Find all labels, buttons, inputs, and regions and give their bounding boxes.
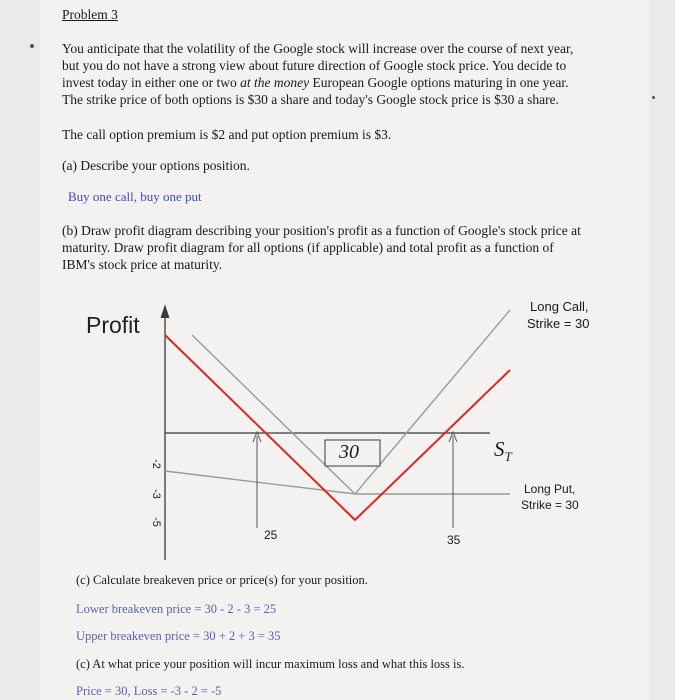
intro-line-2: but you do not have a strong view about future direction of Google stock price. You decide to bbox=[62, 58, 567, 73]
y-tick-minus-2: -2 bbox=[149, 459, 162, 469]
part-d-answer: Price = 30, Loss = -3 - 2 = -5 bbox=[76, 684, 222, 698]
part-b-line-3: IBM's stock price at maturity. bbox=[62, 257, 223, 272]
call-legend-line-1: Long Call, bbox=[530, 299, 589, 314]
part-b-line-1: (b) Draw profit diagram describing your position's profit as a function of Google's stock price at bbox=[62, 223, 581, 238]
part-a-answer: Buy one call, buy one put bbox=[68, 189, 202, 204]
call-legend-line-2: Strike = 30 bbox=[527, 316, 590, 331]
intro-line-1: You anticipate that the volatility of the Google stock will increase over the course of next year, bbox=[62, 41, 574, 56]
y-axis-label: Profit bbox=[86, 312, 140, 338]
premium-line: The call option premium is $2 and put option premium is $3. bbox=[62, 127, 392, 142]
part-b-line-2: maturity. Draw profit diagram for all options (if applicable) and total profit as a function of bbox=[62, 240, 554, 255]
x-tick-25: 25 bbox=[264, 528, 278, 542]
y-tick-minus-5: -5 bbox=[149, 517, 162, 527]
x-axis-label-sub: T bbox=[504, 449, 512, 465]
part-c-upper-breakeven: Upper breakeven price = 30 + 2 + 3 = 35 bbox=[76, 629, 281, 643]
put-legend-line-2: Strike = 30 bbox=[521, 498, 579, 512]
profit-axis-arrowhead bbox=[161, 306, 169, 318]
x-tick-35: 35 bbox=[447, 533, 461, 547]
part-c-question: (c) Calculate breakeven price or price(s) for your position. bbox=[76, 573, 368, 587]
strike-label: 30 bbox=[339, 441, 359, 463]
emphasis-at-the-money: at the money bbox=[240, 75, 310, 90]
x-axis-label bbox=[494, 436, 512, 470]
long-put-line bbox=[192, 335, 510, 494]
part-c-lower-breakeven: Lower breakeven price = 30 - 2 - 3 = 25 bbox=[76, 602, 277, 616]
bullet-dot-right bbox=[652, 96, 655, 99]
part-d-question: (c) At what price your position will incur maximum loss and what this loss is. bbox=[76, 657, 465, 671]
intro-line-4: The strike price of both options is $30 a share and today's Google stock price is $30 a share. bbox=[62, 92, 559, 107]
part-a-question: (a) Describe your options position. bbox=[62, 158, 250, 173]
problem-heading: Problem 3 bbox=[62, 7, 118, 22]
x-axis-label-main: S bbox=[494, 437, 505, 461]
put-legend-line-1: Long Put, bbox=[524, 482, 576, 496]
bullet-dot-left bbox=[30, 44, 34, 48]
intro-line-3: invest today in either one or two at the money European Google options maturing in one year. bbox=[62, 75, 569, 90]
y-tick-minus-3: -3 bbox=[149, 489, 162, 499]
